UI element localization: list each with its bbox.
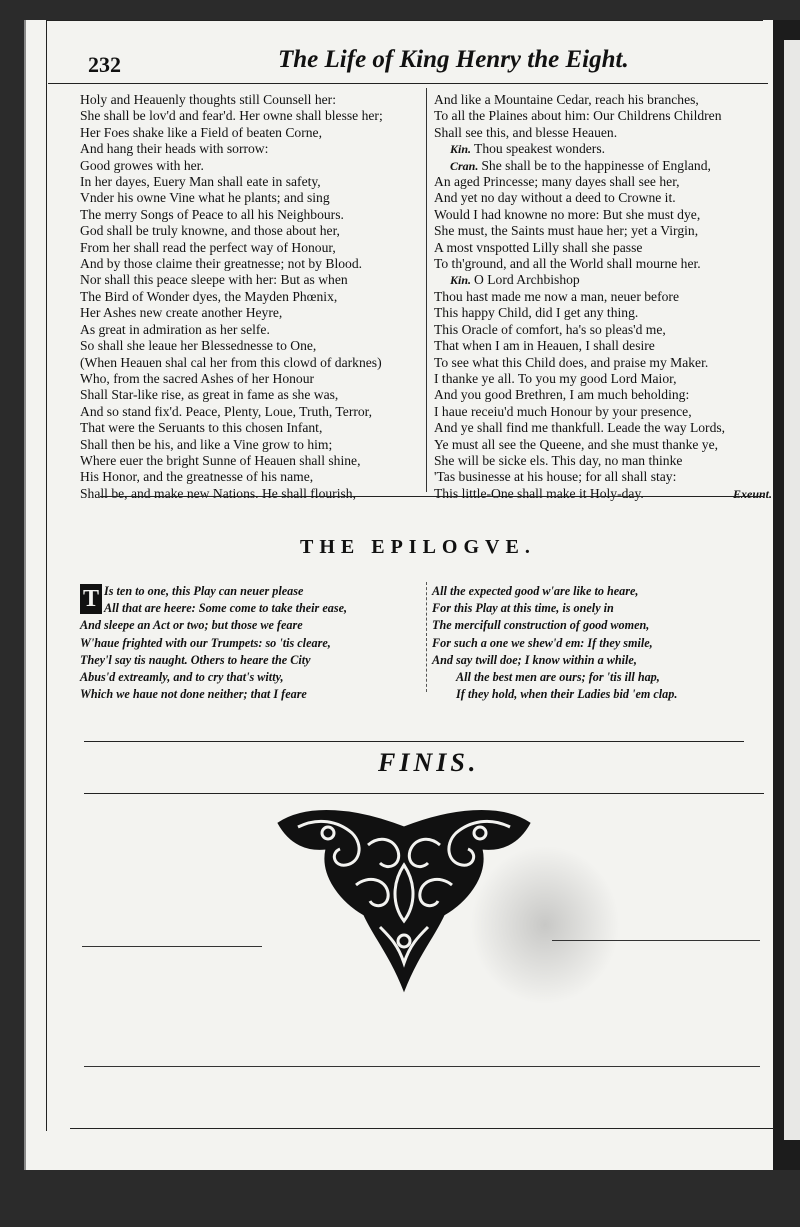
text-column-left [80, 92, 420, 502]
epilogue-line: Which we haue not done neither; that I feare [80, 687, 307, 702]
text-column-right [434, 92, 772, 502]
speaker-prefix: Cran. [450, 158, 479, 173]
verse-text: And ye shall find me thankfull. Leade the way Lords, [434, 420, 726, 436]
epilogue-column-right [432, 583, 768, 703]
verse-line [434, 256, 772, 272]
verse-line: Her Ashes new create another Heyre, [80, 305, 283, 321]
verse-text: And like a Mountaine Cedar, reach his branches, [434, 92, 699, 107]
verse-line: And so stand fix'd. Peace, Plenty, Loue, Truth, Terror, [80, 403, 373, 419]
verse-text: Would I had knowne no more: But she must dye, [434, 206, 701, 222]
adjacent-page-sliver [784, 40, 800, 1140]
verse-line: Who, from the sacred Ashes of her Honour [80, 370, 315, 386]
epilogue-line: For this Play at this time, is onely in [432, 601, 614, 616]
finis-rule-bottom [84, 793, 764, 794]
page-bottom-rule [70, 1128, 774, 1129]
verse-line: Her Foes shake like a Field of beaten Corne, [80, 124, 322, 140]
epilogue-line: And sleepe an Act or two; but those we feare [80, 618, 303, 633]
verse-text: Thou speakest wonders. [474, 141, 606, 157]
verse-line [434, 125, 772, 141]
verse-line [434, 469, 772, 485]
verse-text: She shall be to the happinesse of England, [481, 157, 711, 173]
verse-text: To all the Plaines about him: Our Childrens Children [434, 108, 722, 124]
running-title: The Life of King Henry the Eight. [278, 46, 629, 73]
verse-line [434, 190, 772, 206]
verse-line: So shall she leaue her Blessednesse to One, [80, 338, 317, 354]
finis-rule-top [84, 741, 744, 742]
verse-line: From her shall read the perfect way of Honour, [80, 239, 336, 255]
epilogue-dropcap: T [80, 584, 102, 614]
verse-text: 'Tas businesse at his house; for all shall stay: [434, 469, 677, 485]
epilogue-line: The mercifull construction of good women, [432, 618, 650, 633]
verse-text: This happy Child, did I get any thing. [434, 305, 639, 321]
verse-line: As great in admiration as her selfe. [80, 321, 270, 337]
verse-line [434, 240, 772, 256]
bleed-rule [552, 940, 760, 941]
verse-line [434, 289, 772, 305]
verse-line: And by those claime their greatnesse; not by Blood. [80, 256, 363, 272]
epilogue-line: Abus'd extreamly, and to cry that's witty, [80, 670, 284, 685]
verse-text: She will be sicke els. This day, no man thinke [434, 452, 683, 468]
epilogue-line: W'haue frighted with our Trumpets: so 'tis cleare, [80, 635, 331, 650]
verse-text: This little-One shall make it Holy-day. [434, 485, 644, 501]
verse-line [434, 174, 772, 190]
verse-line [434, 108, 772, 124]
verse-text: Ye must all see the Queene, and she must thanke ye, [434, 436, 719, 452]
verse-line: Holy and Heauenly thoughts still Counsell her: [80, 92, 336, 107]
verse-line [434, 158, 772, 174]
column-divider [426, 88, 427, 492]
epilogue-line: All the best men are ours; for 'tis ill hap, [456, 670, 660, 685]
epilogue-line: They'l say tis naught. Others to heare the City [80, 652, 311, 667]
bleed-rule [84, 1066, 760, 1067]
fleuron-ornament-icon [268, 805, 540, 995]
verse-line [434, 305, 772, 321]
verse-line: Shall be, and make new Nations. He shall flourish, [80, 485, 356, 501]
bleed-rule [82, 946, 262, 947]
header-rule [48, 83, 768, 84]
verse-line: The merry Songs of Peace to all his Neighbours. [80, 206, 344, 222]
verse-line: God shall be truly knowne, and those about her, [80, 223, 340, 239]
verse-text: O Lord Archbishop [474, 272, 580, 288]
verse-line [434, 371, 772, 387]
epilogue-column-left [80, 583, 420, 703]
verse-line: In her dayes, Euery Man shall eate in safety, [80, 174, 321, 190]
verse-text: I thanke ye all. To you my good Lord Maior, [434, 370, 677, 386]
verse-line [434, 338, 772, 354]
epilogue-line: For such a one we shew'd em: If they smile, [432, 635, 653, 650]
verse-line [434, 207, 772, 223]
verse-line [434, 223, 772, 239]
verse-line [434, 355, 772, 371]
finis-text: FINIS. [378, 748, 480, 777]
verse-line: Where euer the bright Sunne of Heauen shall shine, [80, 452, 361, 468]
verse-line [434, 486, 772, 502]
verse-line: That were the Seruants to this chosen Infant, [80, 420, 323, 436]
exeunt-direction: Exeunt. [732, 486, 772, 501]
epilogue-line: If they hold, when their Ladies bid 'em clap. [456, 687, 678, 702]
verse-line [434, 92, 772, 108]
verse-line [434, 404, 772, 420]
epilogue-line: And say twill doe; I know within a while, [432, 652, 637, 667]
verse-line [434, 420, 772, 436]
epilogue-line: All that are heere: Some come to take their ease, [104, 601, 348, 616]
verse-line: Vnder his owne Vine what he plants; and sing [80, 190, 330, 206]
epilogue-divider [426, 582, 427, 692]
verse-line [434, 322, 772, 338]
verse-line: (When Heauen shal cal her from this clowd of darknes) [80, 354, 382, 370]
section-rule [100, 496, 764, 497]
verse-text: To th'ground, and all the World shall mourne her. [434, 256, 701, 272]
verse-text: I haue receiu'd much Honour by your presence, [434, 403, 692, 419]
verse-line [434, 141, 772, 157]
verse-text: Shall see this, and blesse Heauen. [434, 124, 618, 140]
verse-text: A most vnspotted Lilly shall she passe [434, 239, 643, 255]
verse-text: That when I am in Heauen, I shall desire [434, 338, 655, 354]
verse-line: His Honor, and the greatnesse of his name, [80, 469, 314, 485]
epilogue-line: Is ten to one, this Play can neuer please [104, 584, 304, 598]
page-number: 232 [88, 52, 121, 77]
verse-line: Good growes with her. [80, 157, 204, 173]
verse-text: She must, the Saints must haue her; yet a Virgin, [434, 223, 699, 239]
verse-line [434, 387, 772, 403]
verse-text: Thou hast made me now a man, neuer before [434, 288, 679, 304]
verse-text: And yet no day without a deed to Crowne it. [434, 190, 676, 206]
epilogue-title: THE EPILOGVE. [300, 536, 536, 558]
verse-line [434, 272, 772, 288]
verse-text: To see what this Child does, and praise my Maker. [434, 354, 709, 370]
verse-line [434, 437, 772, 453]
verse-text: An aged Princesse; many dayes shall see her, [434, 174, 680, 190]
speaker-prefix: Kin. [450, 273, 472, 288]
verse-line: Shall Star-like rise, as great in fame as she was, [80, 387, 339, 403]
speaker-prefix: Kin. [450, 142, 472, 157]
verse-line: Shall then be his, and like a Vine grow to him; [80, 436, 333, 452]
verse-line: Nor shall this peace sleepe with her: But as when [80, 272, 348, 288]
verse-text: This Oracle of comfort, ha's so pleas'd me, [434, 321, 666, 337]
verse-line: And hang their heads with sorrow: [80, 141, 269, 157]
verse-line [434, 453, 772, 469]
verse-text: And you good Brethren, I am much beholding: [434, 387, 690, 403]
verse-line: The Bird of Wonder dyes, the Mayden Phœnix, [80, 288, 338, 304]
epilogue-line: All the expected good w'are like to heare, [432, 584, 639, 598]
verse-line: She shall be lov'd and fear'd. Her owne shall blesse her; [80, 108, 383, 124]
